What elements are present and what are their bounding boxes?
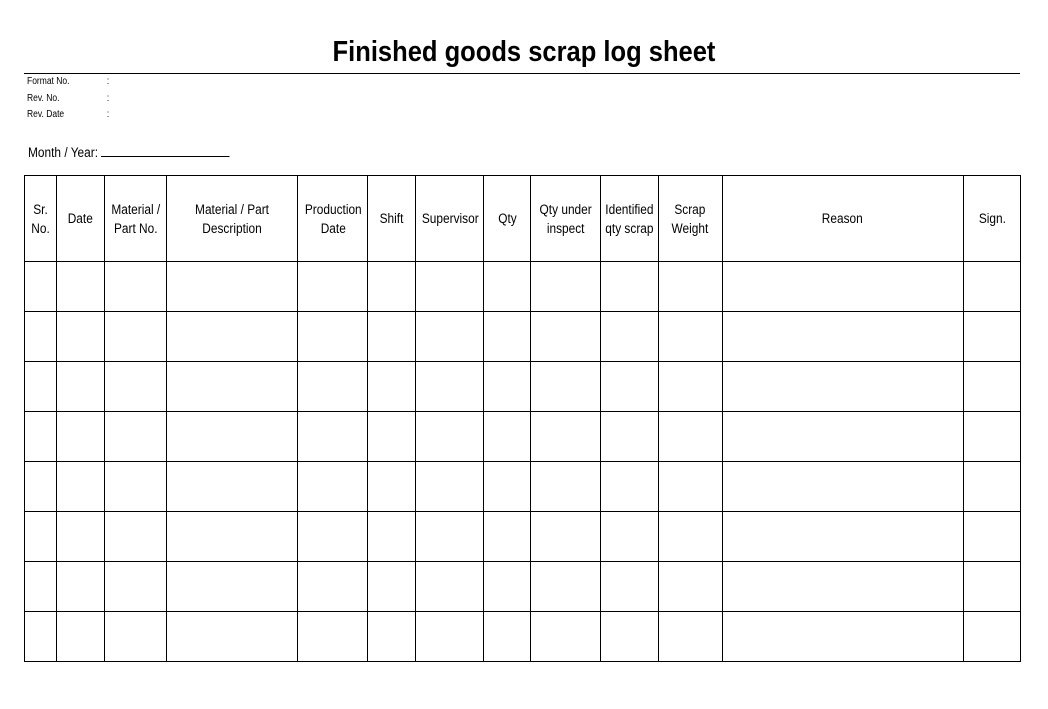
header-sr-no: Sr. No.: [25, 176, 57, 262]
table-cell[interactable]: [298, 612, 368, 662]
table-cell[interactable]: [298, 312, 368, 362]
table-cell[interactable]: [658, 262, 722, 312]
table-cell[interactable]: [658, 512, 722, 562]
header-identified-qty-scrap: Identified qty scrap: [600, 176, 658, 262]
table-cell[interactable]: [368, 312, 416, 362]
table-cell[interactable]: [484, 362, 531, 412]
header-qty-under-inspect: Qty under inspect: [531, 176, 600, 262]
month-year-label: Month / Year:: [28, 145, 99, 160]
table-cell[interactable]: [57, 462, 105, 512]
table-cell[interactable]: [658, 612, 722, 662]
table-body: [25, 262, 1021, 662]
table-cell[interactable]: [600, 262, 658, 312]
table-header-row: [25, 176, 1021, 262]
table-cell[interactable]: [25, 312, 57, 362]
table-cell[interactable]: [105, 512, 167, 562]
table-cell[interactable]: [57, 562, 105, 612]
table-cell[interactable]: [105, 462, 167, 512]
table-cell[interactable]: [368, 462, 416, 512]
table-cell[interactable]: [25, 362, 57, 412]
month-year-blank[interactable]: [101, 144, 229, 157]
table-cell[interactable]: [722, 362, 963, 412]
header-part-description: Material / Part Description: [167, 176, 298, 262]
table-cell[interactable]: [963, 362, 1020, 412]
table-cell[interactable]: [722, 312, 963, 362]
scrap-log-table: [24, 175, 1021, 662]
table-cell[interactable]: [963, 312, 1020, 362]
table-cell[interactable]: [57, 262, 105, 312]
table-cell[interactable]: [600, 462, 658, 512]
header-scrap-weight: Scrap Weight: [658, 176, 722, 262]
table-cell[interactable]: [167, 462, 298, 512]
header-material-part-no: Material / Part No.: [105, 176, 167, 262]
table-cell[interactable]: [658, 562, 722, 612]
table-cell[interactable]: [722, 512, 963, 562]
table-row: [25, 362, 1021, 412]
table-cell[interactable]: [105, 412, 167, 462]
table-cell[interactable]: [25, 512, 57, 562]
table-cell[interactable]: [722, 562, 963, 612]
meta-rev-date: [27, 109, 109, 120]
table-cell[interactable]: [531, 512, 600, 562]
table-cell[interactable]: [416, 562, 484, 612]
meta-format-no-sep: :: [106, 76, 110, 87]
table-cell[interactable]: [963, 462, 1020, 512]
table-cell[interactable]: [368, 362, 416, 412]
meta-rev-no-label: Rev. No.: [27, 93, 60, 104]
table-cell[interactable]: [963, 612, 1020, 662]
table-cell[interactable]: [167, 362, 298, 412]
table-cell[interactable]: [600, 612, 658, 662]
table-cell[interactable]: [167, 512, 298, 562]
table-cell[interactable]: [105, 562, 167, 612]
table-cell[interactable]: [298, 362, 368, 412]
header-qty: Qty: [484, 176, 531, 262]
meta-rev-no-sep: :: [106, 93, 110, 104]
table-cell[interactable]: [722, 612, 963, 662]
table-cell[interactable]: [298, 262, 368, 312]
table-cell[interactable]: [416, 312, 484, 362]
table-cell[interactable]: [167, 562, 298, 612]
table-cell[interactable]: [531, 312, 600, 362]
table-cell[interactable]: [105, 612, 167, 662]
table-cell[interactable]: [57, 412, 105, 462]
table-row: [25, 512, 1021, 562]
table-cell[interactable]: [57, 362, 105, 412]
table-cell[interactable]: [531, 412, 600, 462]
header-date: Date: [57, 176, 105, 262]
table-cell[interactable]: [722, 262, 963, 312]
table-cell[interactable]: [57, 512, 105, 562]
table-cell[interactable]: [531, 262, 600, 312]
table-cell[interactable]: [298, 562, 368, 612]
table-cell[interactable]: [963, 562, 1020, 612]
table-cell[interactable]: [600, 312, 658, 362]
table-cell[interactable]: [167, 262, 298, 312]
table-cell[interactable]: [484, 612, 531, 662]
table-cell[interactable]: [368, 262, 416, 312]
table-row: [25, 562, 1021, 612]
header-shift: Shift: [368, 176, 416, 262]
table-cell[interactable]: [167, 612, 298, 662]
table-cell[interactable]: [484, 462, 531, 512]
table-cell[interactable]: [298, 412, 368, 462]
month-year-field: [28, 144, 229, 160]
table-row: [25, 312, 1021, 362]
table-cell[interactable]: [105, 312, 167, 362]
title-underline: [24, 73, 1020, 74]
table-cell[interactable]: [484, 412, 531, 462]
table-cell[interactable]: [416, 462, 484, 512]
table-cell[interactable]: [600, 562, 658, 612]
meta-rev-date-sep: :: [106, 109, 110, 120]
table-cell[interactable]: [416, 512, 484, 562]
table-cell[interactable]: [25, 462, 57, 512]
table-cell[interactable]: [167, 412, 298, 462]
table-cell[interactable]: [658, 412, 722, 462]
table-cell[interactable]: [57, 612, 105, 662]
header-supervisor: Supervisor: [416, 176, 484, 262]
table-cell[interactable]: [105, 362, 167, 412]
table-cell[interactable]: [531, 462, 600, 512]
table-cell[interactable]: [484, 512, 531, 562]
table-cell[interactable]: [416, 362, 484, 412]
table-cell[interactable]: [722, 462, 963, 512]
table-cell[interactable]: [105, 262, 167, 312]
meta-format-no-label: Format No.: [27, 76, 70, 87]
table-cell[interactable]: [658, 462, 722, 512]
table-cell[interactable]: [416, 262, 484, 312]
table-cell[interactable]: [167, 312, 298, 362]
meta-format-no: [27, 76, 109, 87]
table-cell[interactable]: [722, 412, 963, 462]
table-cell[interactable]: [416, 412, 484, 462]
table-cell[interactable]: [600, 512, 658, 562]
table-cell[interactable]: [963, 412, 1020, 462]
table-cell[interactable]: [963, 262, 1020, 312]
table-cell[interactable]: [57, 312, 105, 362]
table-cell[interactable]: [531, 362, 600, 412]
table-cell[interactable]: [484, 262, 531, 312]
table-row: [25, 612, 1021, 662]
header-reason: Reason: [722, 176, 963, 262]
table-cell[interactable]: [368, 612, 416, 662]
meta-rev-date-label: Rev. Date: [27, 109, 65, 120]
table-cell[interactable]: [25, 562, 57, 612]
table-cell[interactable]: [416, 612, 484, 662]
table-cell[interactable]: [368, 412, 416, 462]
table-row: [25, 462, 1021, 512]
table-cell[interactable]: [600, 362, 658, 412]
table-cell[interactable]: [25, 612, 57, 662]
table-cell[interactable]: [484, 312, 531, 362]
table-cell[interactable]: [25, 262, 57, 312]
table-cell[interactable]: [25, 412, 57, 462]
header-sign: Sign.: [963, 176, 1020, 262]
header-production-date: Production Date: [298, 176, 368, 262]
table-cell[interactable]: [658, 362, 722, 412]
table-cell[interactable]: [368, 512, 416, 562]
table-cell[interactable]: [658, 312, 722, 362]
table-cell[interactable]: [368, 562, 416, 612]
table-cell[interactable]: [600, 412, 658, 462]
meta-rev-no: [27, 93, 109, 104]
table-row: [25, 412, 1021, 462]
table-cell[interactable]: [531, 562, 600, 612]
table-cell[interactable]: [963, 512, 1020, 562]
table-cell[interactable]: [484, 562, 531, 612]
document-title: Finished goods scrap log sheet: [332, 36, 716, 68]
table-row: [25, 262, 1021, 312]
table-cell[interactable]: [531, 612, 600, 662]
table-cell[interactable]: [298, 462, 368, 512]
table-cell[interactable]: [298, 512, 368, 562]
